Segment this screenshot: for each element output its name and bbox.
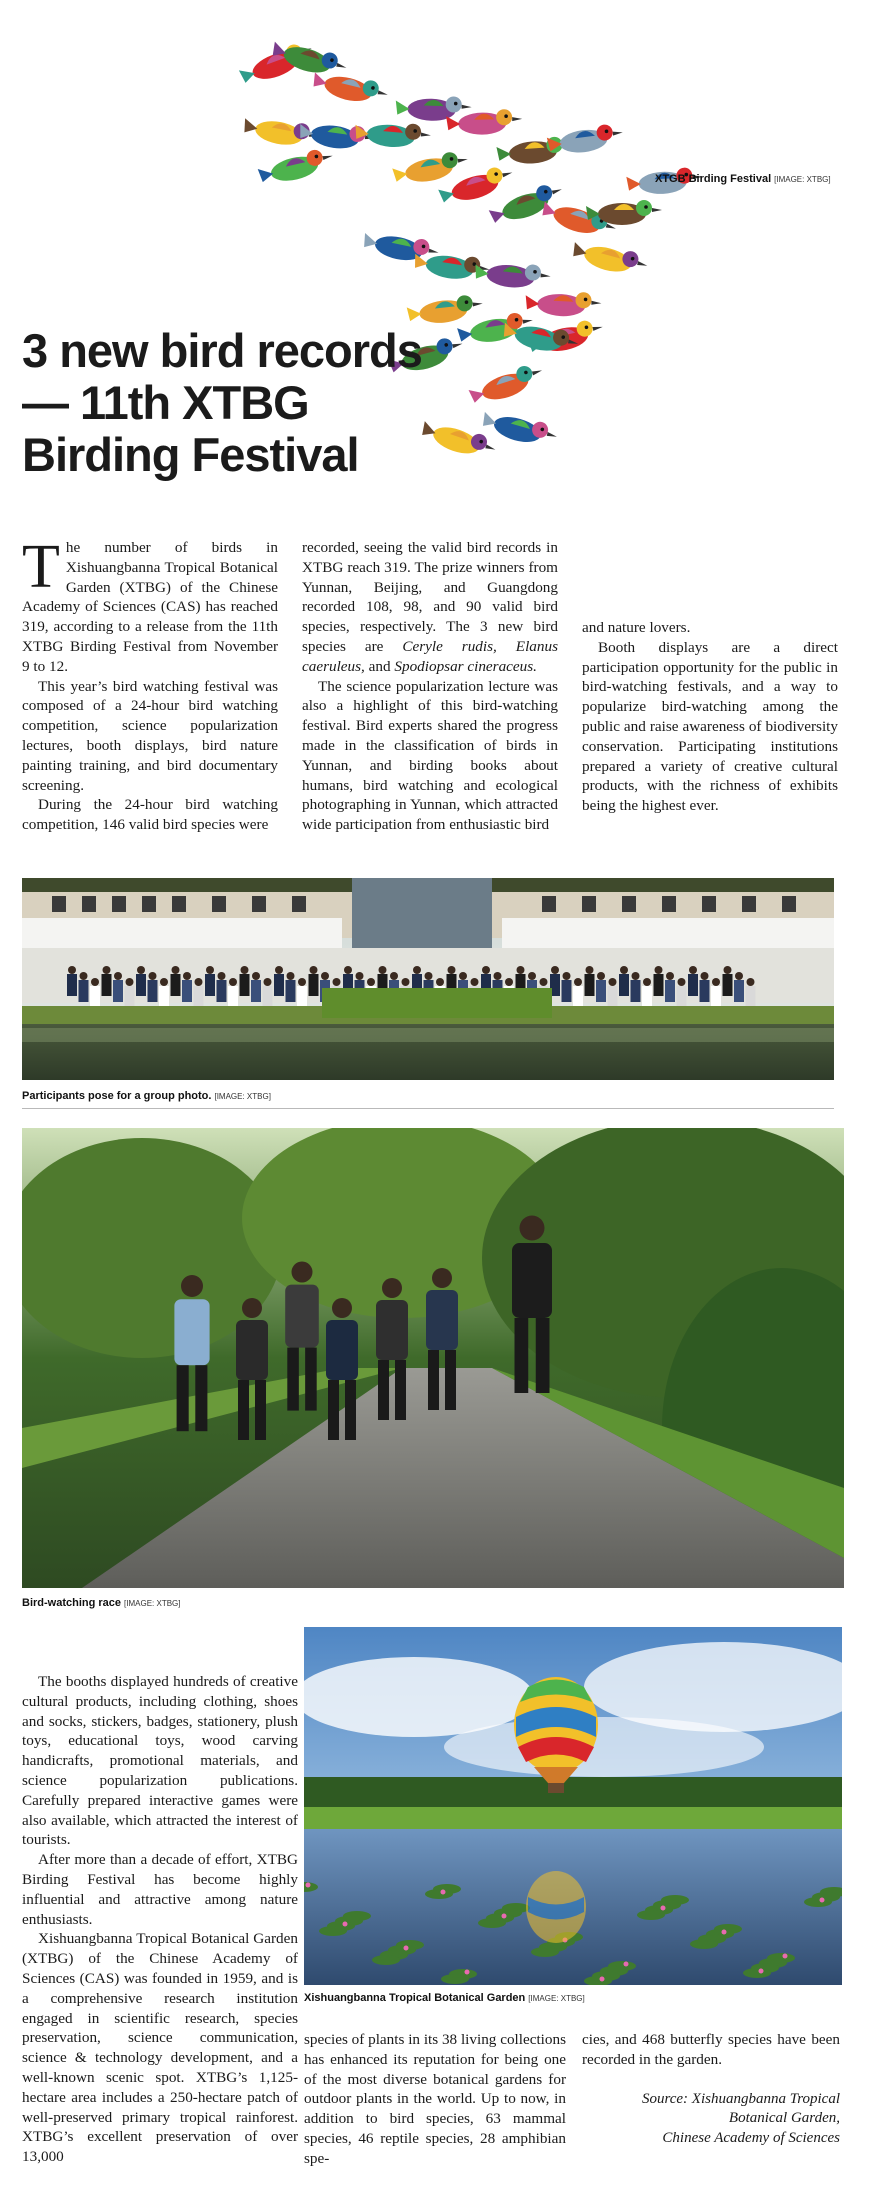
lily-pad — [804, 1897, 832, 1907]
person — [171, 966, 181, 996]
birdwatching-race-photo — [22, 1128, 844, 1588]
intro-column-1 — [22, 533, 278, 835]
bottom-col3-p1: cies, and 468 butterfly species have been recorded in the garden. — [582, 2031, 840, 2068]
bird-icon — [467, 361, 547, 408]
title-line-3: Birding Festival — [22, 428, 359, 481]
lotus-flower — [820, 1898, 825, 1903]
person — [734, 972, 744, 1002]
lily-pad — [425, 1889, 453, 1899]
botanical-garden-photo — [304, 1627, 842, 1985]
bottom-column-3 — [582, 2030, 840, 2148]
person — [113, 972, 123, 1002]
lotus-flower — [759, 1969, 764, 1974]
bird-illustration — [200, 20, 840, 620]
photo3-caption-credit: [IMAGE: XTBG] — [528, 1994, 585, 2003]
lotus-flower — [404, 1946, 409, 1951]
species-1: Ceryle rudis, Elanus caeruleus, — [302, 637, 558, 675]
source-line-3: Chinese Academy of Sciences — [662, 2129, 840, 2146]
person — [102, 966, 112, 996]
intro-column-3 — [582, 618, 838, 816]
bird-icon — [525, 289, 602, 318]
person — [677, 978, 687, 1008]
lotus-flower — [722, 1930, 727, 1935]
bottom-column-2 — [304, 2030, 566, 2169]
photo1-caption-credit: [IMAGE: XTBG] — [214, 1092, 271, 1101]
bottom-col1-p1: The booths displayed hundreds of creative cultural products, including clothing, shoes and socks, stickers, badges, stationery, plush toys, educational toys, wood carving handicrafts, promotional materials, and science popularization publications. Carefully prepared interactive games were also available, which attracted the interest of tourists. — [22, 1673, 298, 1849]
header-illustration-caption — [655, 173, 831, 185]
person — [182, 972, 192, 1002]
photo1-caption-text: Participants pose for a group photo. — [22, 1090, 212, 1102]
photo2-caption — [22, 1597, 180, 1609]
intro-column-2 — [302, 538, 558, 835]
person — [286, 972, 296, 1002]
lily-pad — [441, 1974, 469, 1984]
photo3-caption — [304, 1992, 585, 2004]
person — [642, 978, 652, 1008]
lily-pad — [531, 1947, 559, 1957]
lotus-flower — [624, 1962, 629, 1967]
lotus-flower — [502, 1914, 507, 1919]
person — [194, 978, 204, 1008]
person — [263, 978, 273, 1008]
person — [228, 978, 238, 1008]
title-line-2: — 11th XTBG — [22, 376, 309, 429]
divider — [22, 1108, 834, 1109]
person — [90, 978, 100, 1008]
bird-icon — [391, 149, 470, 187]
person — [148, 972, 158, 1002]
intro-col3-p1: and nature lovers. — [582, 619, 691, 636]
person — [700, 972, 710, 1002]
bottom-col2-p1: species of plants in its 38 living collections has enhanced its reputation for being one of the most diverse botanical gardens for outdoor plants in the world. Up to now, in addition to bird species, 63 mammal species, 46 reptile species, 28 amphibian spe- — [304, 2031, 566, 2167]
bird-icon — [310, 67, 390, 110]
person — [711, 978, 721, 1008]
person — [79, 972, 89, 1002]
lily-pad — [372, 1955, 400, 1965]
photo2-caption-credit: [IMAGE: XTBG] — [124, 1599, 181, 1608]
photo3-caption-text: Xishuangbanna Tropical Botanical Garden — [304, 1992, 526, 2004]
person — [619, 966, 629, 996]
bird-icon — [406, 294, 484, 327]
intro-col3-p2: Booth displays are a direct participation opportunity for the public in bird-watching festivals, and a way to popularize bird-watching among the public and raise awareness of biodiversity conservation. Participating institutions prepared a variety of creative cultural products, with the richness of exhibits being the highest ever. — [582, 638, 838, 815]
person — [723, 966, 733, 996]
person — [274, 966, 284, 996]
person — [608, 978, 618, 1008]
photo1-caption — [22, 1090, 271, 1102]
intro-col1-p1: he number of birds in Xishuangbanna Tropical Botanical Garden (XTBG) of the Chinese Academy of Sciences (CAS) has reached 319, according to a release from the 11th XTBG Birding Festival from November 9 to 12. — [22, 539, 278, 675]
person — [159, 978, 169, 1008]
lotus-flower — [306, 1883, 311, 1888]
lotus-flower — [783, 1954, 788, 1959]
intro-col2-p2: The science popularization lecture was also a highlight of this bird-watching festival. Bird experts shared the progress made in the classification of birds in Yunnan, and birding books about humans, bird watching and ecological photographing in Yunnan, which attracted wide participation from enthusiastic bird — [302, 677, 558, 834]
bird-icon — [487, 180, 567, 228]
person — [573, 978, 583, 1008]
person — [665, 972, 675, 1002]
person — [125, 978, 135, 1008]
person — [746, 978, 756, 1008]
intro-col1-p2: This year’s bird watching festival was composed of a 24-hour bird watching competition, science popularization lectures, booth displays, bird nature painting training, and bird documentary screening. — [22, 677, 278, 794]
species-2: Spodiopsar cineraceus. — [394, 657, 537, 675]
person — [562, 972, 572, 1002]
lily-pad — [690, 1939, 718, 1949]
lily-pad — [319, 1926, 347, 1936]
group-photo — [22, 878, 834, 1080]
bird-icon — [480, 406, 560, 451]
header-caption-credit: [IMAGE: XTBG] — [774, 175, 831, 184]
lotus-flower — [441, 1890, 446, 1895]
person — [240, 966, 250, 996]
bottom-col1-p3: Xishuangbanna Tropical Botanical Garden (XTBG) of the Chinese Academy of Sciences (CAS) was founded in 1959, and is a comprehensive research institution engaged in scientific research, species preservation, science communication, science & technology development, and a well-known scenic spot. XTBG’s 1,125-hectare area includes a 250-hectare patch of well-preserved primary tropical rainforest. XTBG’s excellent preservation of over 13,000 — [22, 1930, 298, 2166]
bottom-column-1 — [22, 1672, 298, 2167]
intro-col1-p3: During the 24-hour bird watching competition, 146 valid bird species were — [22, 796, 278, 834]
person — [217, 972, 227, 1002]
lotus-flower — [600, 1977, 605, 1982]
lotus-flower — [343, 1922, 348, 1927]
bottom-col1-p2: After more than a decade of effort, XTBG Birding Festival has become highly influential and attractive among nature enthusiasts. — [22, 1851, 298, 1928]
bird-icon — [354, 119, 432, 151]
lily-pad — [637, 1910, 665, 1920]
title-line-1: 3 new bird records — [22, 324, 422, 377]
person — [309, 966, 319, 996]
person — [67, 966, 77, 996]
lotus-flower — [465, 1970, 470, 1975]
source-credit — [582, 2090, 840, 2149]
intro-col2-p1b: and — [364, 657, 395, 675]
photo2-caption-text: Bird-watching race — [22, 1597, 122, 1609]
person — [688, 966, 698, 996]
source-line-2: Botanical Garden, — [728, 2110, 840, 2127]
lily-pad — [743, 1968, 771, 1978]
person — [631, 972, 641, 1002]
person — [297, 978, 307, 1008]
person — [585, 966, 595, 996]
bird-icon — [395, 95, 472, 123]
source-line-1: Source: Xishuangbanna Tropical — [641, 2090, 840, 2107]
lotus-flower — [661, 1906, 666, 1911]
bird-icon — [570, 236, 650, 280]
bird-icon — [473, 259, 551, 292]
person — [596, 972, 606, 1002]
article-title — [22, 325, 442, 481]
bird-icon — [446, 109, 522, 135]
person — [136, 966, 146, 996]
person — [654, 966, 664, 996]
lily-pad — [478, 1918, 506, 1928]
bird-icon — [256, 146, 336, 187]
header-caption-text: XTGB Birding Festival — [655, 173, 772, 185]
intro-col2-p1a: recorded, seeing the valid bird records in XTBG reach 319. The prize winners from Yunnan, Beijing, and Guangdong recorded 108, 98, and 90 valid bird species, respectively. The 3 new bird species are — [302, 539, 558, 655]
person — [205, 966, 215, 996]
drop-cap: T — [22, 533, 60, 601]
person — [251, 972, 261, 1002]
